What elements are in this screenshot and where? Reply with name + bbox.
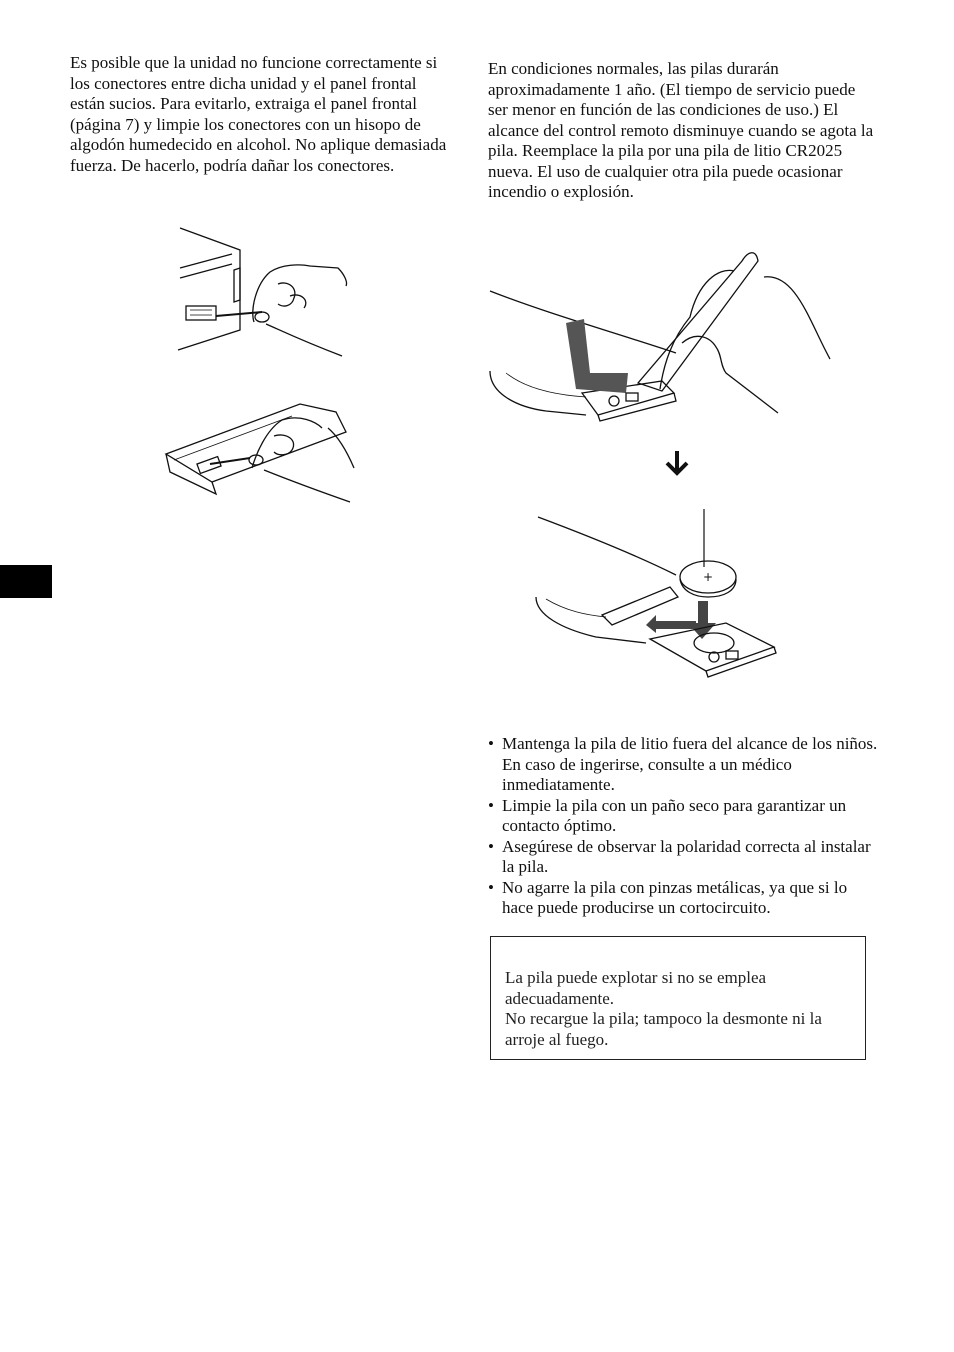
battery-polarity-mark: +: [702, 570, 714, 584]
note-item: • Mantenga la pila de litio fuera del alcance de los niños. En caso de ingerirse, consulte a un médico inmediatamente.: [488, 734, 878, 796]
battery-holder-removal-illustration: [486, 243, 836, 423]
page-tab-marker: [0, 565, 52, 598]
down-arrow-icon: [664, 449, 690, 477]
unit-connector-cleaning-illustration: [170, 220, 350, 360]
note-item: • Asegúrese de observar la polaridad correcta al instalar la pila.: [488, 837, 878, 878]
note-item: • No agarre la pila con pinzas metálicas, ya que si lo hace puede producirse un cortocircuito.: [488, 878, 878, 919]
warning-line-2: No recargue la pila; tampoco la desmonte ni la arroje al fuego.: [505, 1009, 822, 1049]
battery-insertion-illustration: [486, 505, 786, 685]
note-item: • Limpie la pila con un paño seco para garantizar un contacto óptimo.: [488, 796, 878, 837]
connector-cleaning-paragraph: Es posible que la unidad no funcione correctamente si los conectores entre dicha unidad y el panel frontal están sucios. Para evitarlo, extraiga el panel frontal (página 7) y limpie los conectores con un hisopo de algodón humedecido en alcohol. No aplique demasiada fuerza. De hacerlo, podría dañar los conectores.: [70, 53, 447, 175]
battery-warning-box: [490, 936, 866, 1060]
battery-life-paragraph: En condiciones normales, las pilas durarán aproximadamente 1 año. (El tiempo de servicio puede ser menor en función de las condiciones de uso.) El alcance del control remoto disminuye cuando se agota la pila. Reemplace la pila por una pila de litio CR2025 nueva. El uso de cualquier otra pila puede ocasionar incendio o explosión.: [488, 59, 874, 201]
front-panel-cleaning-illustration: [160, 398, 360, 508]
battery-notes-list: [488, 734, 878, 919]
warning-line-1: La pila puede explotar si no se emplea adecuadamente.: [505, 968, 767, 1008]
